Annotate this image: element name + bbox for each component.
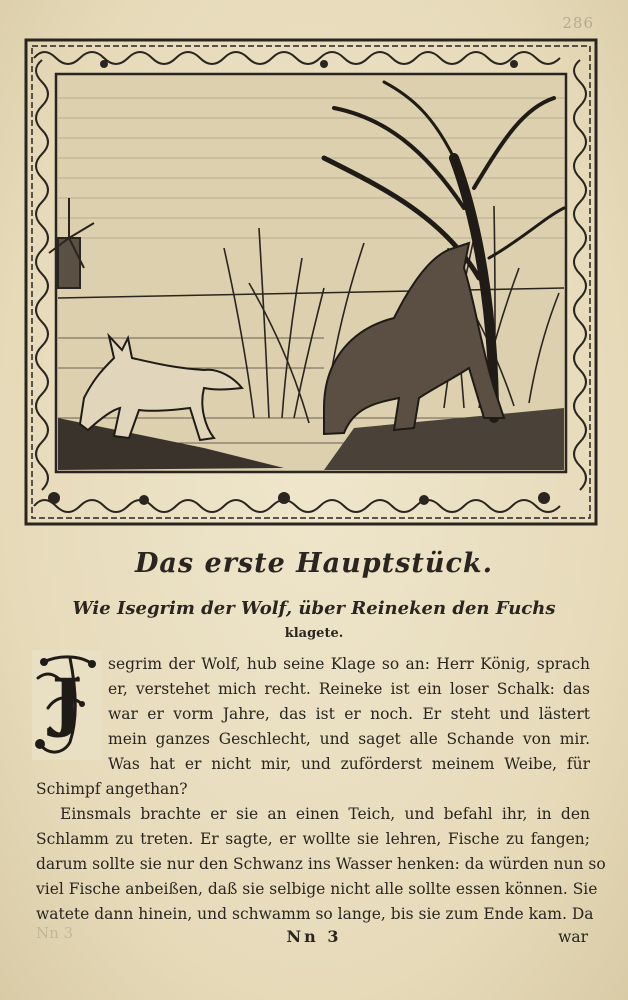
body-line-10: viel Fische anbeißen, daß sie selbige nicht alle sollte essen können. Sie [36,880,598,898]
decorated-initial [30,648,104,762]
initial-letter: J [51,665,83,740]
woodcut-illustration [24,38,598,526]
body-line-6: Schimpf angethan? [36,780,188,798]
body-line-5: Was hat er nicht mir, und zuförderst meinem Weibe, für [108,755,590,773]
page-number: 286 [562,14,594,32]
body-line-1: segrim der Wolf, hub seine Klage so an: Herr König, sprach [108,655,590,673]
chapter-subtitle-continuation: klagete. [284,626,344,641]
body-line-9: darum sollte sie nur den Schwanz ins Wasser henken: da würden nun so [36,855,606,873]
bleed-through-mark: Nn 3 [36,924,74,942]
body-line-7: Einsmals brachte er sie an einen Teich, und befahl ihr, in den [60,805,590,823]
body-line-3: war er vorm Jahre, das ist er noch. Er steht und lästert [108,705,590,723]
body-line-8: Schlamm zu treten. Er sagte, er wollte sie lehren, Fische zu fangen; [36,830,590,848]
wolf-fox-woodcut-icon [24,38,598,526]
catchword: war [558,928,588,946]
chapter-subtitle: Wie Isegrim der Wolf, über Reineken den Fuchs [72,598,556,619]
ornate-initial-j-icon [30,648,104,762]
body-line-11: watete dann hinein, und schwamm so lange, bis sie zum Ende kam. Da [36,905,594,923]
body-line-2: er, verstehet mich recht. Reineke ist ein loser Schalk: das [108,680,590,698]
chapter-title: Das erste Hauptstück. [135,548,493,579]
body-line-4: mein ganzes Geschlecht, und saget alle Schande von mir. [108,730,590,748]
signature-mark: Nn 3 [286,927,342,946]
